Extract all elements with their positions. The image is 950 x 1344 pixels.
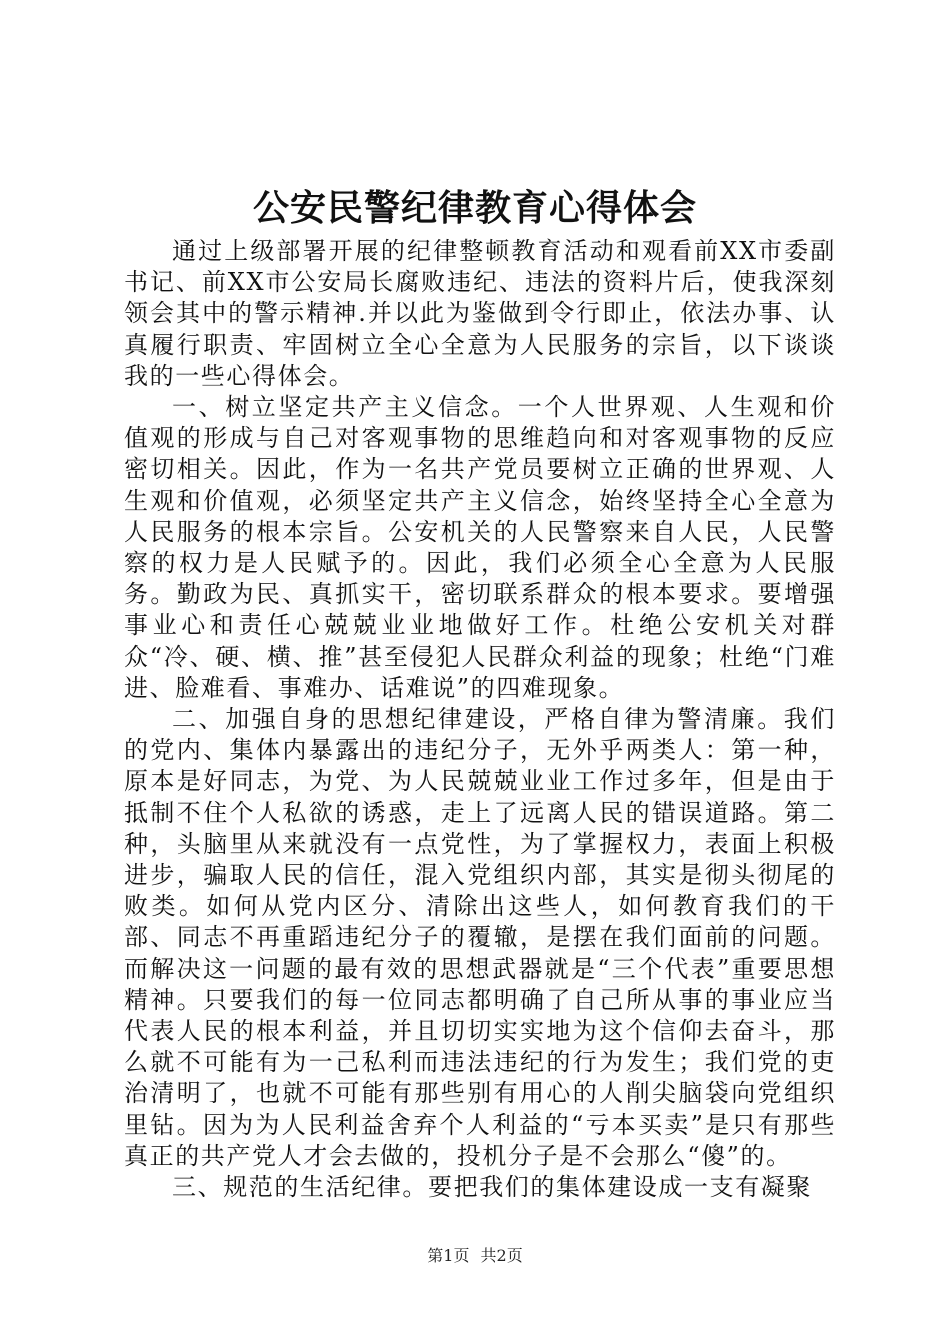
page-number-total: 共2页 [480,1246,523,1265]
page-number-current: 第1页 [427,1246,470,1265]
paragraph-intro: 通过上级部署开展的纪律整顿教育活动和观看前XX市委副书记、前XX市公安局长腐败违纪、违法的资料片后，使我深刻领会其中的警示精神.并以此为鉴做到令行即止，依法办事、认真履行职责、牢固树立全心全意为人民服务的宗旨，以下谈谈我的一些心得体会。 [124,237,836,390]
document-title: 公安民警纪律教育心得体会 [252,187,697,229]
document-body [124,236,836,1203]
paragraph-section-3: 三、规范的生活纪律。要把我们的集体建设成一支有凝聚 [172,1173,812,1202]
paragraph-section-2: 二、加强自身的思想纪律建设，严格自律为警清廉。我们的党内、集体内暴露出的违纪分子，无外乎两类人：第一种，原本是好同志，为党、为人民兢兢业业工作过多年，但是由于抵制不住个人私欲的诱惑，走上了远离人民的错误道路。第二种，头脑里从来就没有一点党性，为了掌握权力，表面上积极进步，骗取人民的信任，混入党组织内部，其实是彻头彻尾的败类。如何从党内区分、清除出这些人，如何教育我们的干部、同志不再重蹈违纪分子的覆辙，是摆在我们面前的问题。而解决这一问题的最有效的思想武器就是“三个代表”重要思想精神。只要我们的每一位同志都明确了自己所从事的事业应当代表人民的根本利益，并且切切实实地为这个信仰去奋斗，那么就不可能有为一己私利而违法违纪的行为发生；我们党的吏治清明了，也就不可能有那些别有用心的人削尖脑袋向党组织里钻。因为为人民利益舍弃个人利益的“亏本买卖”是只有那些真正的共产党人才会去做的，投机分子是不会那么“傻”的。 [124,705,836,1170]
page-footer [0,1245,950,1267]
paragraph-section-1: 一、树立坚定共产主义信念。一个人世界观、人生观和价值观的形成与自己对客观事物的思维趋向和对客观事物的反应密切相关。因此，作为一名共产党员要树立正确的世界观、人生观和价值观，必须坚定共产主义信念，始终坚持全心全意为人民服务的根本宗旨。公安机关的人民警察来自人民，人民警察的权力是人民赋予的。因此，我们必须全心全意为人民服务。勤政为民、真抓实干，密切联系群众的根本要求。要增强事业心和责任心兢兢业业地做好工作。杜绝公安机关对群众“冷、硬、横、推”甚至侵犯人民群众利益的现象；杜绝“门难进、脸难看、事难办、话难说”的四难现象。 [124,393,836,702]
